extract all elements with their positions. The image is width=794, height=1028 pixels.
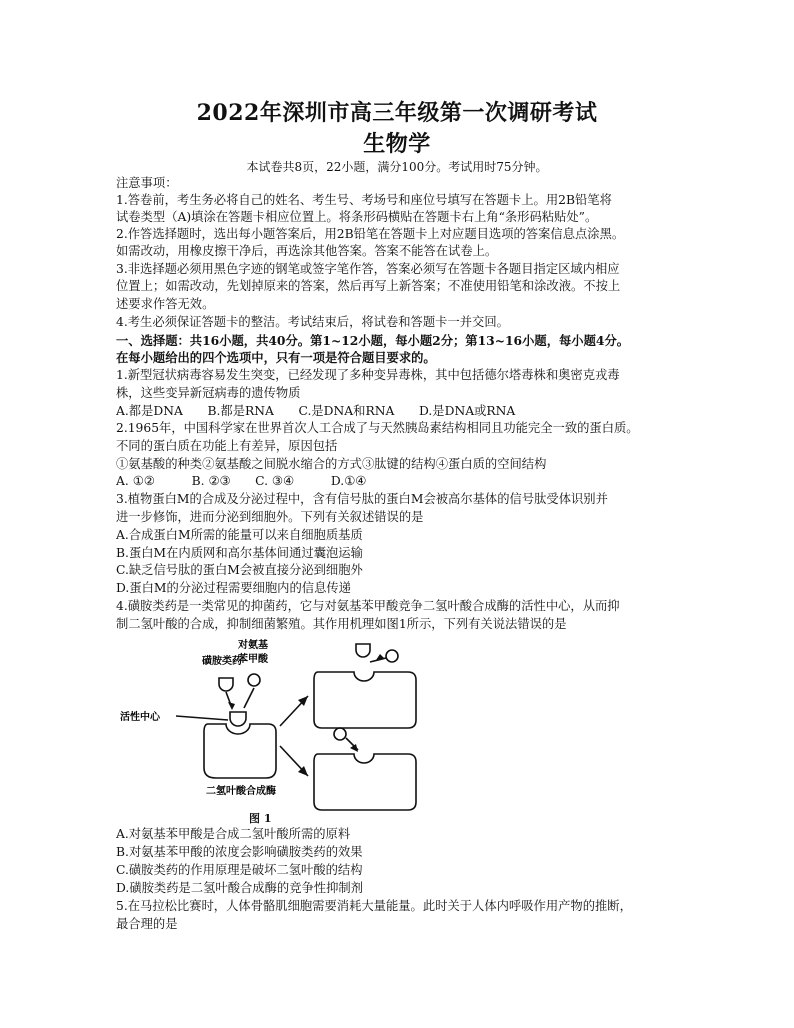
section-instruction: 在每小题给出的四个选项中，只有一项是符合题目要求的。	[116, 350, 436, 365]
subject-title: 生物学	[363, 131, 431, 157]
section-heading: 一、选择题：共16小题，共40分。第1~12小题，每小题2分；第13~16小题，每小题4分。	[116, 333, 630, 348]
text-line: 试卷类型（A)填涂在答题卡相应位置上。将条形码横贴在答题卡右上角“条形码粘贴处”。	[116, 210, 598, 224]
text-line: 2.作答选择题时，选出每小题答案后，用2B铅笔在答题卡上对应题目选项的答案信息点涂黑。	[116, 227, 625, 241]
enzyme-shape	[204, 724, 276, 778]
label-paba-1: 对氨基	[238, 640, 268, 651]
text-line: 3.非选择题必须用黑色字迹的钢笔或签字笔作答，答案必须写在答题卡各题目指定区域内相应	[116, 262, 620, 276]
text-line: 注意事项：	[116, 176, 178, 190]
label-paba-2: 苯甲酸	[238, 654, 268, 665]
paba-shape	[248, 674, 260, 686]
question-4-option-c: C.磺胺类药的作用原理是破坏二氢叶酸的结构	[116, 863, 363, 877]
question-4-option-a: A.对氨基苯甲酸是合成二氢叶酸所需的原料	[116, 827, 351, 841]
text-line: 如需改动，用橡皮擦干净后，再选涂其他答案。答案不能答在试卷上。	[116, 244, 498, 258]
exam-info: 本试卷共8页，22小题，满分100分。考试用时75分钟。	[246, 160, 548, 174]
figure-1-caption: 图 1	[249, 812, 272, 825]
question-3-option-a: A.合成蛋白M所需的能量可以来自细胞质基质	[116, 528, 363, 542]
question-3-stem: 进一步修饰，进而分泌到细胞外。下列有关叙述错误的是	[116, 510, 424, 524]
question-1-options: A.都是DNA B.都是RNA C.是DNA和RNA D.是DNA或RNA	[116, 404, 516, 418]
label-sulfa: 磺胺类药	[202, 656, 242, 667]
text-line: 4.考生必须保证答题卡的整洁。考试结束后，将试卷和答题卡一并交回。	[116, 315, 509, 329]
figure-1-diagram	[118, 636, 498, 816]
question-3-option-d: D.蛋白M的分泌过程需要细胞内的信息传递	[116, 581, 351, 595]
paba-shape	[386, 650, 398, 662]
question-3-option-c: C.缺乏信号肽的蛋白M会被直接分泌到细胞外	[116, 563, 363, 577]
question-3-stem: 3.植物蛋白M的合成及分泌过程中，含有信号肽的蛋白M会被高尔基体的信号肽受体识别并	[116, 492, 608, 506]
sulfa-drug-shape	[356, 644, 370, 657]
text-line: 1.答卷前，考生务必将自己的姓名、考生号、考场号和座位号填写在答题卡上。用2B铅笔将	[116, 193, 612, 207]
question-1-stem: 1.新型冠状病毒容易发生突变，已经发现了多种变异毒株，其中包括德尔塔毒株和奥密克戎毒	[116, 368, 620, 382]
label-enzyme: 二氢叶酸合成酶	[206, 786, 276, 797]
label-active-center: 活性中心	[120, 712, 160, 723]
text-line: 位置上；如需改动，先划掉原来的答案，然后再写上新答案；不准使用铅笔和涂改液。不按上	[116, 279, 621, 293]
enzyme-shape	[314, 754, 416, 810]
question-2-items: ①氨基酸的种类②氨基酸之间脱水缩合的方式③肽键的结构④蛋白质的空间结构	[116, 457, 547, 471]
question-2-stem: 2.1965年，中国科学家在世界首次人工合成了与天然胰岛素结构相同且功能完全一致的蛋白质。	[116, 421, 639, 435]
question-4-stem: 4.磺胺类药是一类常见的抑菌药，它与对氨基苯甲酸竞争二氢叶酸合成酶的活性中心，从而抑	[116, 599, 620, 613]
question-2-options: A. ①② B. ②③ C. ③④ D.①④	[116, 474, 367, 488]
sulfa-drug-shape	[219, 678, 233, 691]
question-5-stem: 最合理的是	[116, 917, 178, 931]
question-1-stem: 株，这些变异新冠病毒的遗传物质	[116, 386, 301, 400]
text-line: 述要求作答无效。	[116, 297, 215, 311]
question-3-option-b: B.蛋白M在内质网和高尔基体间通过囊泡运输	[116, 546, 363, 560]
question-5-stem: 5.在马拉松比赛时，人体骨骼肌细胞需要消耗大量能量。此时关于人体内呼吸作用产物的推断，	[116, 899, 632, 913]
paba-shape	[334, 728, 346, 740]
question-2-stem: 不同的蛋白质在功能上有差异，原因包括	[116, 439, 338, 453]
question-4-option-d: D.磺胺类药是二氢叶酸合成酶的竞争性抑制剂	[116, 881, 363, 895]
question-4-stem: 制二氢叶酸的合成，抑制细菌繁殖。其作用机理如图1所示，下列有关说法错误的是	[116, 617, 567, 631]
question-4-option-b: B.对氨基苯甲酸的浓度会影响磺胺类药的效果	[116, 845, 363, 859]
enzyme-shape	[314, 672, 416, 728]
exam-title: 2022年深圳市高三年级第一次调研考试	[196, 100, 598, 126]
bound-molecule-shape	[230, 712, 246, 726]
